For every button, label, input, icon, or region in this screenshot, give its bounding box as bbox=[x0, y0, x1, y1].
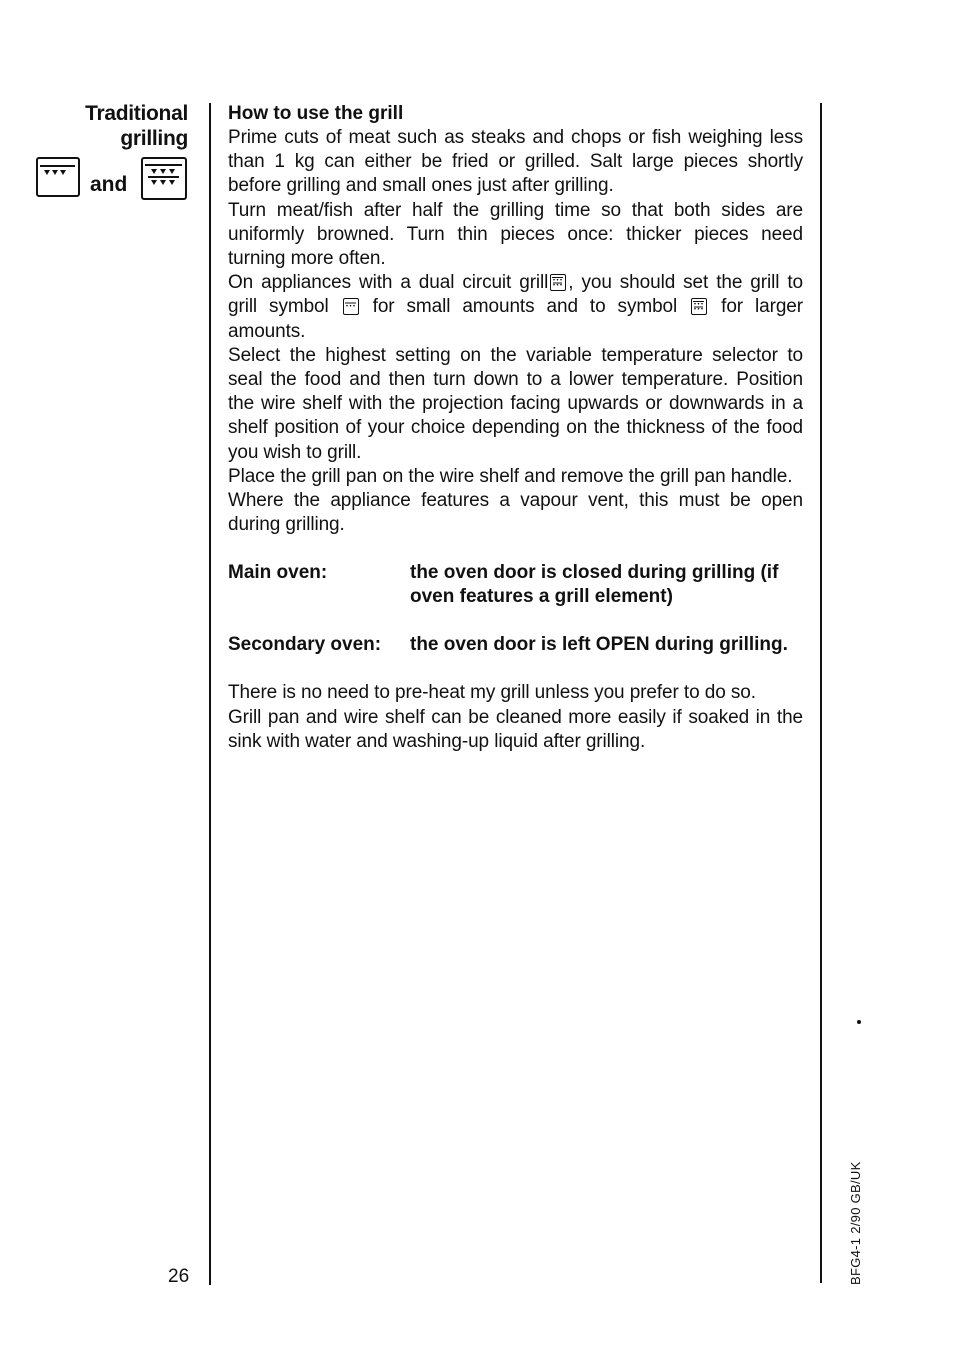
paragraph-turning: Turn meat/fish after half the grilling time so that both sides are uniformly browned. Turn thin pieces once: thicker pieces need turning more often. bbox=[228, 199, 803, 270]
paragraph-cleaning: Grill pan and wire shelf can be cleaned more easily if soaked in the sink with water and washing-up liquid after grilling. bbox=[228, 706, 803, 752]
main-content bbox=[228, 102, 803, 754]
document-code: BFG4-1 2/90 GB/UK bbox=[848, 1161, 863, 1285]
section-title bbox=[85, 101, 188, 151]
dual-grill-icon bbox=[550, 274, 566, 291]
print-speck bbox=[857, 1020, 861, 1024]
paragraph-dual-circuit bbox=[228, 271, 803, 344]
left-divider bbox=[209, 103, 211, 1285]
right-divider bbox=[820, 103, 822, 1283]
secondary-oven-label: Secondary oven: bbox=[228, 634, 382, 656]
section-title-line2: grilling bbox=[120, 127, 188, 150]
grill-symbols bbox=[36, 157, 190, 205]
dual-circuit-text-c: for small amounts and to symbol bbox=[372, 296, 678, 318]
main-oven-label: Main oven: bbox=[228, 562, 328, 584]
single-grill-icon bbox=[36, 157, 80, 197]
dual-grill-icon bbox=[141, 157, 187, 200]
paragraph-temperature: Select the highest setting on the variable temperature selector to seal the food and then turn down to a lower temperature. Position the wire shelf with the projection facing upwards or downwards in a shelf position of your choice depending on the thickness of the food you wish to grill. bbox=[228, 344, 803, 463]
single-grill-icon bbox=[343, 298, 359, 315]
page-number: 26 bbox=[168, 1266, 190, 1287]
paragraph-preheat: There is no need to pre-heat my grill unless you prefer to do so. bbox=[228, 682, 756, 704]
paragraph-grill-pan: Place the grill pan on the wire shelf and remove the grill pan handle. bbox=[228, 465, 793, 487]
paragraph-cuts: Prime cuts of meat such as steaks and chops or fish weighing less than 1 kg can either be fried or grilled. Salt large pieces shortly before grilling and small ones just after grilling. bbox=[228, 127, 803, 197]
paragraph-vapour-vent: Where the appliance features a vapour vent, this must be open during grilling. bbox=[228, 490, 803, 536]
dual-circuit-text-b: , you should set the grill to grill symbol bbox=[228, 272, 803, 318]
section-title-line1: Traditional bbox=[85, 102, 188, 125]
heading: How to use the grill bbox=[228, 103, 404, 124]
main-oven-text: the oven door is closed during grilling (if oven features a grill element) bbox=[410, 562, 779, 608]
dual-circuit-text-a: On appliances with a dual circuit grill bbox=[228, 272, 549, 294]
main-oven-row bbox=[228, 561, 803, 609]
dual-grill-icon bbox=[691, 298, 707, 315]
secondary-oven-row bbox=[228, 633, 803, 657]
dual-circuit-text-d: for larger amounts. bbox=[228, 296, 803, 342]
secondary-oven-text: the oven door is left OPEN during grilling. bbox=[410, 634, 788, 656]
and-label: and bbox=[90, 173, 128, 196]
